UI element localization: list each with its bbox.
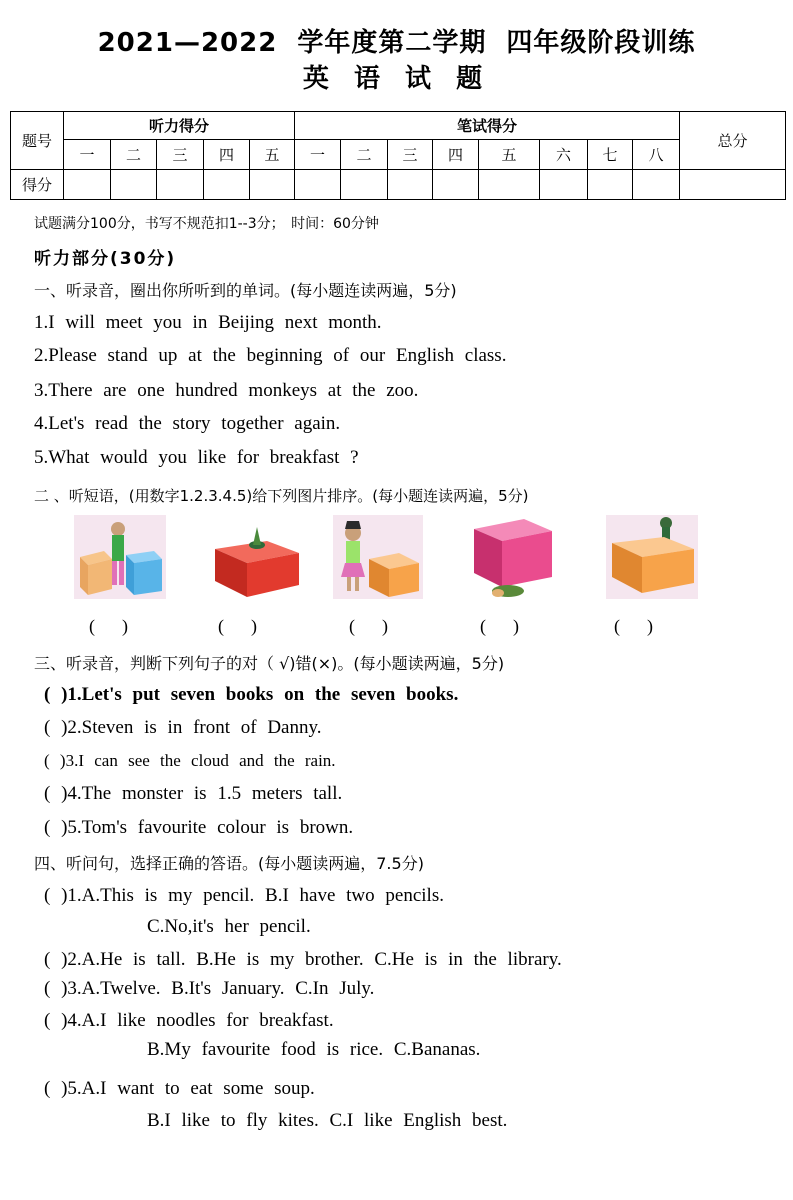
score-cell[interactable] xyxy=(433,170,479,200)
part4-instruction: 四、听问句，选择正确的答语。(每小题读两遍，7.5分) xyxy=(34,854,424,873)
exam-note: 试题满分100分，书写不规范扣1--3分； 时间：60分钟 xyxy=(34,216,379,232)
part3-item-5: ( )5.Tom's favourite colour is brown. xyxy=(44,817,354,838)
listening-col-2: 二 xyxy=(111,140,157,170)
listening-col-3: 三 xyxy=(157,140,204,170)
part4-q2: ( )2.A.He is tall. B.He is my brother. C.He is in the library. xyxy=(44,949,562,970)
boy-with-boxes-picture xyxy=(74,515,166,599)
score-cell[interactable] xyxy=(64,170,111,200)
box-under-top-picture xyxy=(211,515,303,599)
part3-item-2: ( )2.Steven is in front of Danny. xyxy=(44,717,322,738)
writing-col-2: 二 xyxy=(341,140,388,170)
part1-item-5: 5.What would you like for breakfast ? xyxy=(34,447,359,468)
doll-in-box-picture xyxy=(606,515,698,599)
writing-col-1: 一 xyxy=(295,140,341,170)
part2-instruction: 二 、听短语，(用数字1.2.3.4.5)给下列图片排序。(每小题连读两遍，5分) xyxy=(34,487,529,505)
score-cell[interactable] xyxy=(479,170,540,200)
part1-item-1: 1.I will meet you in Beijing next month. xyxy=(34,312,382,333)
writing-col-5: 五 xyxy=(479,140,540,170)
part1-item-4: 4.Let's read the story together again. xyxy=(34,413,341,434)
score-cell[interactable] xyxy=(540,170,588,200)
writing-col-6: 六 xyxy=(540,140,588,170)
writing-col-8: 八 xyxy=(633,140,680,170)
picture-5-answer-blank[interactable]: ( ) xyxy=(614,616,653,636)
part4-q1-line1: ( )1.A.This is my pencil. B.I have two pencils. xyxy=(44,885,444,906)
score-cell[interactable] xyxy=(341,170,388,200)
listening-section-title: 听力部分(30分) xyxy=(34,249,177,269)
score-cell[interactable] xyxy=(588,170,633,200)
girl-beside-box-picture xyxy=(333,515,423,599)
part1-instruction: 一、听录音，圈出你所听到的单词。(每小题连读两遍，5分) xyxy=(34,281,457,300)
part4-q5-line2: B.I like to fly kites. C.I like English best. xyxy=(147,1110,508,1131)
listening-col-5: 五 xyxy=(250,140,295,170)
question-number-label: 题号 xyxy=(11,112,64,170)
picture-2-answer-blank[interactable]: ( ) xyxy=(218,616,257,636)
part3-item-4: ( )4.The monster is 1.5 meters tall. xyxy=(44,783,343,804)
writing-score-header: 笔试得分 xyxy=(295,112,680,140)
part3-item-1: ( )1.Let's put seven books on the seven books. xyxy=(44,684,459,705)
score-cell[interactable] xyxy=(295,170,341,200)
score-cell[interactable] xyxy=(633,170,680,200)
score-table xyxy=(10,111,786,200)
score-cell[interactable] xyxy=(388,170,433,200)
score-cell[interactable] xyxy=(157,170,204,200)
listening-score-header: 听力得分 xyxy=(64,112,295,140)
writing-col-7: 七 xyxy=(588,140,633,170)
score-cell[interactable] xyxy=(250,170,295,200)
page-subtitle: 英 语 试 题 xyxy=(302,64,491,94)
box-over-turtle-picture xyxy=(468,515,560,599)
score-cell[interactable] xyxy=(204,170,250,200)
page-title: 2021—2022 学年度第二学期 四年级阶段训练 xyxy=(97,28,696,58)
part3-item-3: ( )3.I can see the cloud and the rain. xyxy=(44,751,336,770)
picture-4-answer-blank[interactable]: ( ) xyxy=(480,616,519,636)
picture-3-answer-blank[interactable]: ( ) xyxy=(349,616,388,636)
part1-item-2: 2.Please stand up at the beginning of our English class. xyxy=(34,345,507,366)
score-cell[interactable] xyxy=(111,170,157,200)
part4-q3: ( )3.A.Twelve. B.It's January. C.In July. xyxy=(44,978,375,999)
part4-q1-line2: C.No,it's her pencil. xyxy=(147,916,311,937)
writing-col-3: 三 xyxy=(388,140,433,170)
part3-instruction: 三、听录音，判断下列句子的对（ √)错(×)。(每小题读两遍，5分) xyxy=(34,654,505,673)
listening-col-1: 一 xyxy=(64,140,111,170)
total-score-header: 总分 xyxy=(680,112,786,170)
total-score-cell[interactable] xyxy=(680,170,786,200)
part1-item-3: 3.There are one hundred monkeys at the zoo. xyxy=(34,380,419,401)
score-row-label: 得分 xyxy=(11,170,64,200)
part4-q4-line2: B.My favourite food is rice. C.Bananas. xyxy=(147,1039,481,1060)
picture-1-answer-blank[interactable]: ( ) xyxy=(89,616,128,636)
part4-q5-line1: ( )5.A.I want to eat some soup. xyxy=(44,1078,315,1099)
listening-col-4: 四 xyxy=(204,140,250,170)
part4-q4-line1: ( )4.A.I like noodles for breakfast. xyxy=(44,1010,334,1031)
writing-col-4: 四 xyxy=(433,140,479,170)
